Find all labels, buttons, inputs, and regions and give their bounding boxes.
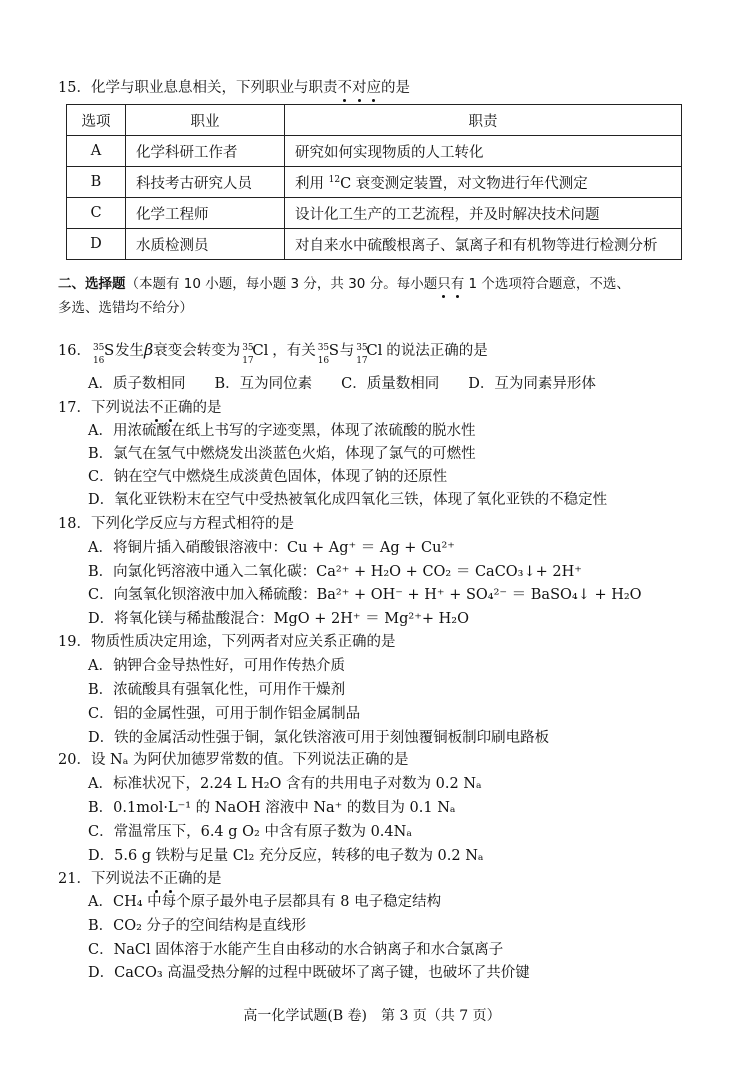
q21-option-a: A．CH₄ 中每个原子最外电子层都具有 8 电子稳定结构	[88, 894, 442, 910]
q18-option-c	[88, 585, 642, 605]
q21-stem	[58, 869, 221, 889]
emphasis-char: 不	[148, 400, 164, 416]
emphasis-char: 正	[163, 871, 178, 887]
table-header-row	[67, 105, 682, 136]
emphasis-char: 只	[437, 276, 451, 292]
beta-symbol: β	[143, 340, 154, 359]
q19-stem: 19．物质性质决定用途，下列两者对应关系正确的是	[58, 634, 396, 650]
row-option: B	[67, 167, 126, 198]
atomic-number: 16	[317, 356, 330, 366]
section2-text-b: 1 个选项符合题意，不选、	[464, 276, 630, 292]
q15-stem-text: 15．化学与职业息息相关，下列职业与职责	[58, 80, 338, 96]
isotope-s35	[316, 340, 340, 366]
isotope-cl35	[354, 340, 386, 366]
section2-title: 二、选择题	[58, 276, 126, 292]
q17-option-a: A．用浓硫酸在纸上书写的字迹变黑，体现了浓硫酸的脱水性	[88, 423, 476, 439]
mass-number: 35	[317, 343, 330, 353]
isotope-s35	[91, 340, 115, 366]
q21-option-d: D．CaCO₃ 高温受热分解的过程中既破坏了离子键，也破坏了共价键	[88, 965, 530, 981]
q15-stem-end: 的是	[380, 80, 410, 96]
table-row	[67, 198, 682, 229]
header-job: 职业	[126, 105, 285, 136]
emphasis-char: 有	[450, 276, 465, 292]
q17-option-d: D．氧化亚铁粉末在空气中受热被氧化成四氧化三铁，体现了氧化亚铁的不稳定性	[88, 492, 608, 508]
atomic-number: 17	[356, 356, 368, 366]
mass-number: 35	[356, 343, 368, 353]
q18-option-d	[88, 609, 469, 629]
q20-option-d: D．5.6 g 铁粉与足量 Cl₂ 充分反应，转移的电子数为 0.2 Nₐ	[88, 848, 484, 864]
emphasis-char: 不	[337, 80, 352, 96]
q19-option-a: A．钠钾合金导热性好，可用作传热介质	[88, 658, 345, 674]
q16-number: 16．	[58, 343, 91, 359]
row-duty: 对自来水中硫酸根离子、氯离子和有机物等进行检测分析	[285, 229, 682, 260]
q15-emphasis	[337, 80, 381, 96]
q16-stem	[58, 340, 488, 366]
section2-line2: 多选、选错均不给分）	[58, 300, 193, 316]
q17-stem-text: 17．下列说法	[58, 400, 149, 416]
row-option: D	[67, 229, 126, 260]
q19-option-d: D．铁的金属活动性强于铜，氯化铁溶液可用于刻蚀覆铜板制印刷电路板	[88, 730, 550, 746]
mass-number: 35	[242, 343, 254, 353]
row-job: 化学科研工作者	[126, 136, 285, 167]
emphasis-char: 应	[366, 80, 381, 96]
table-row	[67, 229, 682, 260]
table-row	[67, 136, 682, 167]
equation: Ca²⁺ + H₂O + CO₂ ＝ CaCO₃↓+ 2H⁺	[316, 564, 582, 580]
option-text: C．向氢氧化钡溶液中加入稀硫酸：	[88, 587, 317, 603]
emphasis-char: 不	[148, 871, 164, 887]
row-duty	[285, 167, 682, 198]
q16-options: A．质子数相同 B．互为同位素 C．质量数相同 D．互为同素异形体	[88, 376, 596, 392]
q15-table	[66, 104, 682, 260]
row-job: 化学工程师	[126, 198, 285, 229]
element-symbol: Cl	[252, 341, 269, 359]
q18-option-a	[88, 538, 455, 558]
q20-option-c: C．常温常压下，6.4 g O₂ 中含有原子数为 0.4Nₐ	[88, 824, 412, 840]
option-text: B．向氯化钙溶液中通入二氧化碳：	[88, 564, 317, 580]
page-footer: 高一化学试题(B 卷) 第 3 页（共 7 页）	[243, 1008, 501, 1024]
q20-stem: 20．设 Nₐ 为阿伏加德罗常数的值。下列说法正确的是	[58, 752, 409, 768]
option-text: A．将铜片插入硝酸银溶液中：	[88, 540, 287, 556]
header-duty: 职责	[285, 105, 682, 136]
section2-line1	[58, 274, 630, 294]
row-job: 水质检测员	[126, 229, 285, 260]
atomic-number: 16	[92, 356, 105, 366]
equation: Ba²⁺ + OH⁻ + H⁺ + SO₄²⁻ ＝ BaSO₄↓ + H₂O	[316, 587, 642, 603]
q21-option-c: C．NaCl 固体溶于水能产生自由移动的水合钠离子和水合氯离子	[88, 942, 504, 958]
q18-option-b	[88, 562, 582, 582]
row-job: 科技考古研究人员	[126, 167, 285, 198]
q17-stem-end: 确的是	[177, 400, 222, 416]
row-duty: 设计化工生产的工艺流程，并及时解决技术问题	[285, 198, 682, 229]
duty-text-b: C 衰变测定装置，对文物进行年代测定	[340, 175, 588, 192]
q18-stem: 18．下列化学反应与方程式相符的是	[58, 516, 294, 532]
q21-option-b: B．CO₂ 分子的空间结构是直线形	[88, 918, 307, 934]
equation: Cu + Ag⁺ ＝ Ag + Cu²⁺	[286, 540, 455, 556]
q15-stem	[58, 78, 410, 98]
q16-text: 发生	[114, 343, 144, 359]
q17-emphasis	[149, 400, 178, 416]
q21-stem-end: 确的是	[177, 871, 222, 887]
q21-stem-text: 21．下列说法	[58, 871, 149, 887]
duty-text-a: 利用	[295, 175, 329, 192]
emphasis-char: 对	[351, 80, 367, 96]
q19-option-c: C．铝的金属性强，可用于制作铝金属制品	[88, 706, 361, 722]
option-text: D．将氧化镁与稀盐酸混合：	[88, 611, 274, 627]
q17-option-c: C．钠在空气中燃烧生成淡黄色固体，体现了钠的还原性	[88, 469, 448, 485]
q16-text: 的说法正确的是	[386, 343, 488, 359]
q16-text: 衰变会转变为	[153, 343, 241, 359]
row-option: A	[67, 136, 126, 167]
q16-text: 与	[339, 343, 355, 359]
q16-text: ，有关	[272, 343, 316, 359]
q17-option-b: B．氯气在氢气中燃烧发出淡蓝色火焰，体现了氯气的可燃性	[88, 446, 476, 462]
section2-text-a: （本题有 10 小题，每小题 3 分，共 30 分。每小题	[125, 276, 438, 292]
q20-option-b: B．0.1mol·L⁻¹ 的 NaOH 溶液中 Na⁺ 的数目为 0.1 Nₐ	[88, 800, 456, 816]
element-symbol: S	[103, 341, 115, 359]
row-option: C	[67, 198, 126, 229]
section2-emphasis	[437, 276, 464, 292]
q21-emphasis	[149, 871, 178, 887]
element-symbol: S	[328, 341, 339, 359]
q19-option-b: B．浓硫酸具有强氧化性，可用作干燥剂	[88, 682, 346, 698]
q17-stem	[58, 398, 221, 418]
isotope-cl35	[240, 340, 272, 366]
header-option: 选项	[67, 105, 126, 136]
element-symbol: Cl	[366, 341, 383, 359]
mass-number: 12	[328, 174, 341, 185]
atomic-number: 17	[242, 356, 254, 366]
row-duty: 研究如何实现物质的人工转化	[285, 136, 682, 167]
mass-number: 35	[92, 343, 105, 353]
q20-option-a: A．标准状况下，2.24 L H₂O 含有的共用电子对数为 0.2 Nₐ	[88, 776, 482, 792]
table-row	[67, 167, 682, 198]
emphasis-char: 正	[163, 400, 178, 416]
equation: MgO + 2H⁺ ＝ Mg²⁺+ H₂O	[273, 611, 469, 627]
